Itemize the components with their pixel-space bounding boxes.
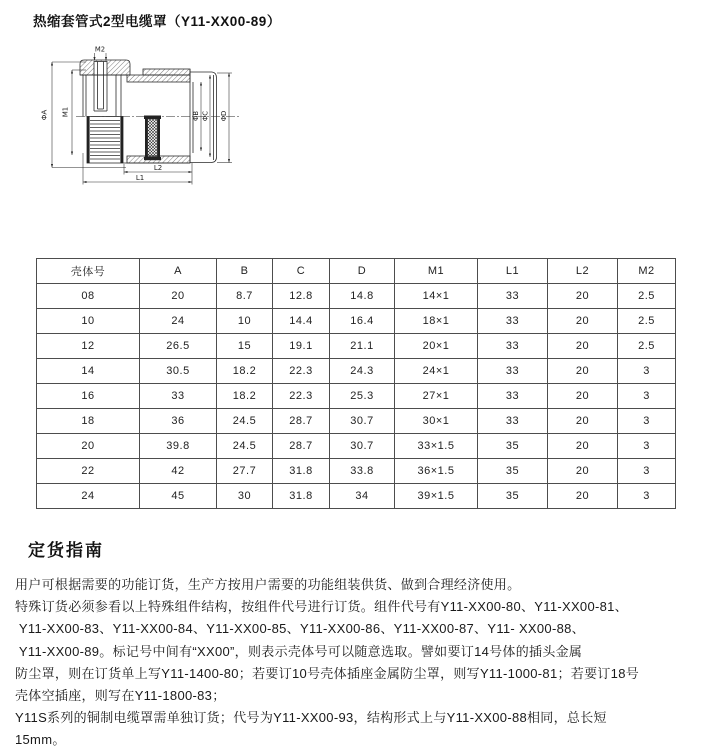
guide-body <box>15 574 707 752</box>
guide-line: 15mm。 <box>15 732 66 748</box>
table-cell: 3 <box>618 359 676 384</box>
table-cell: 30×1 <box>395 409 478 434</box>
table-cell: 20 <box>548 284 618 309</box>
table-cell: 33 <box>478 334 548 359</box>
table-cell: 3 <box>618 484 676 509</box>
table-cell: 20 <box>37 434 140 459</box>
table-cell: 21.1 <box>330 334 395 359</box>
table-cell: 30.7 <box>330 409 395 434</box>
table-cell: 24 <box>140 309 217 334</box>
table-cell: 14.8 <box>330 284 395 309</box>
table-cell: 3 <box>618 434 676 459</box>
table-cell: 20 <box>548 409 618 434</box>
table-cell: 24.3 <box>330 359 395 384</box>
table-cell: 18.2 <box>217 359 273 384</box>
table-row <box>37 384 676 409</box>
dim-label-phi-a: ΦA <box>39 109 49 121</box>
table-cell: 18 <box>37 409 140 434</box>
table-cell: 27×1 <box>395 384 478 409</box>
table-cell: 30.5 <box>140 359 217 384</box>
table-cell: 36 <box>140 409 217 434</box>
table-cell: 20 <box>548 459 618 484</box>
knurled-ring <box>87 117 123 164</box>
column-header: D <box>330 259 395 284</box>
table-row <box>37 334 676 359</box>
column-header: A <box>140 259 217 284</box>
table-row <box>37 434 676 459</box>
table-cell: 14×1 <box>395 284 478 309</box>
table-cell: 31.8 <box>273 459 330 484</box>
table-cell: 24.5 <box>217 434 273 459</box>
table-cell: 35 <box>478 484 548 509</box>
table-cell: 20 <box>140 284 217 309</box>
table-cell: 28.7 <box>273 434 330 459</box>
table-cell: 27.7 <box>217 459 273 484</box>
column-header: L2 <box>548 259 618 284</box>
table-cell: 33 <box>140 384 217 409</box>
table-cell: 18.2 <box>217 384 273 409</box>
table-cell: 2.5 <box>618 334 676 359</box>
table-cell: 22 <box>37 459 140 484</box>
table-cell: 14.4 <box>273 309 330 334</box>
table-cell: 33×1.5 <box>395 434 478 459</box>
column-header: M1 <box>395 259 478 284</box>
dim-label-l2: L2 <box>153 164 163 172</box>
table-cell: 33 <box>478 309 548 334</box>
column-header: M2 <box>618 259 676 284</box>
table-cell: 20 <box>548 309 618 334</box>
table-cell: 16 <box>37 384 140 409</box>
guide-line: 防尘罩，则在订货单上写Y11-1400-80；若要订10号壳体插座金属防尘罩，则写Y11-1000-81；若要订18号 <box>15 665 640 681</box>
table-cell: 31.8 <box>273 484 330 509</box>
column-header: 壳体号 <box>37 259 140 284</box>
heat-shrink-tube <box>144 116 161 161</box>
table-cell: 18×1 <box>395 309 478 334</box>
table-cell: 39.8 <box>140 434 217 459</box>
table-row <box>37 284 676 309</box>
table-row <box>37 484 676 509</box>
table-row <box>37 309 676 334</box>
table-cell: 35 <box>478 434 548 459</box>
guide-line: 壳体空插座，则写在Y11-1800-83； <box>15 688 226 704</box>
table-cell: 3 <box>618 384 676 409</box>
table-cell: 45 <box>140 484 217 509</box>
guide-line: 特殊订货必须参看以上特殊组件结构，按组件代号进行订货。组件代号有Y11-XX00-80、Y11-XX00-81、 <box>15 599 628 615</box>
table-cell: 24×1 <box>395 359 478 384</box>
table-cell: 30.7 <box>330 434 395 459</box>
table-cell: 22.3 <box>273 359 330 384</box>
table-cell: 19.1 <box>273 334 330 359</box>
table-row <box>37 459 676 484</box>
table-cell: 2.5 <box>618 284 676 309</box>
guide-line: 用户可根据需要的功能订货，生产方按用户需要的功能组装供货、做到合理经济使用。 <box>15 577 521 592</box>
dim-label-m1: M1 <box>61 106 70 118</box>
table-cell: 2.5 <box>618 309 676 334</box>
table-cell: 33 <box>478 409 548 434</box>
cable-cover-section-drawing <box>30 45 260 215</box>
table-cell: 14 <box>37 359 140 384</box>
table-cell: 33.8 <box>330 459 395 484</box>
table-row <box>37 409 676 434</box>
table-cell: 33 <box>478 359 548 384</box>
table-cell: 26.5 <box>140 334 217 359</box>
table-cell: 3 <box>618 409 676 434</box>
table-cell: 20 <box>548 384 618 409</box>
table-cell: 28.7 <box>273 409 330 434</box>
table-cell: 42 <box>140 459 217 484</box>
table-cell: 20 <box>548 359 618 384</box>
table-header-row <box>37 259 676 284</box>
dim-label-phi-b: ΦB <box>192 110 200 122</box>
shell-dimensions-table <box>36 258 676 509</box>
table-cell: 34 <box>330 484 395 509</box>
table-cell: 16.4 <box>330 309 395 334</box>
m2-screw <box>94 62 107 76</box>
table-cell: 24.5 <box>217 409 273 434</box>
dim-label-phi-c: ΦC <box>201 110 210 122</box>
table-row <box>37 359 676 384</box>
table-cell: 33 <box>478 284 548 309</box>
table-cell: 12.8 <box>273 284 330 309</box>
page-title: 热缩套管式2型电缆罩（Y11-XX00-89） <box>33 14 281 29</box>
table-cell: 39×1.5 <box>395 484 478 509</box>
table-cell: 10 <box>37 309 140 334</box>
table-cell: 8.7 <box>217 284 273 309</box>
dim-label-m2: M2 <box>94 45 106 54</box>
table-cell: 20 <box>548 484 618 509</box>
table-cell: 08 <box>37 284 140 309</box>
table-cell: 12 <box>37 334 140 359</box>
table-body <box>37 284 676 509</box>
table-cell: 22.3 <box>273 384 330 409</box>
table-cell: 15 <box>217 334 273 359</box>
column-header: L1 <box>478 259 548 284</box>
column-header: B <box>217 259 273 284</box>
guide-heading: 定货指南 <box>28 541 104 560</box>
technical-drawing <box>30 45 260 215</box>
column-header: C <box>273 259 330 284</box>
dim-label-phi-d: ΦD <box>220 110 228 122</box>
dim-label-l1: L1 <box>135 174 145 182</box>
table-cell: 10 <box>217 309 273 334</box>
guide-line: Y11-XX00-89。标记号中间有“XX00”，则表示壳体号可以随意选取。譬如要订14号体的插头金属 <box>15 643 583 659</box>
table-cell: 20 <box>548 434 618 459</box>
guide-line: Y11S系列的铜制电缆罩需单独订货；代号为Y11-XX00-93，结构形式上与Y11-XX00-88相同，总长短 <box>15 710 607 726</box>
table-cell: 24 <box>37 484 140 509</box>
table-cell: 35 <box>478 459 548 484</box>
part-outline <box>76 60 240 163</box>
table-cell: 33 <box>478 384 548 409</box>
table-cell: 20 <box>548 334 618 359</box>
table-cell: 30 <box>217 484 273 509</box>
table-cell: 3 <box>618 459 676 484</box>
table-cell: 20×1 <box>395 334 478 359</box>
table-cell: 36×1.5 <box>395 459 478 484</box>
guide-line: Y11-XX00-83、Y11-XX00-84、Y11-XX00-85、Y11-XX00-86、Y11-XX00-87、Y11- XX00-88、 <box>15 621 585 637</box>
table-cell: 25.3 <box>330 384 395 409</box>
